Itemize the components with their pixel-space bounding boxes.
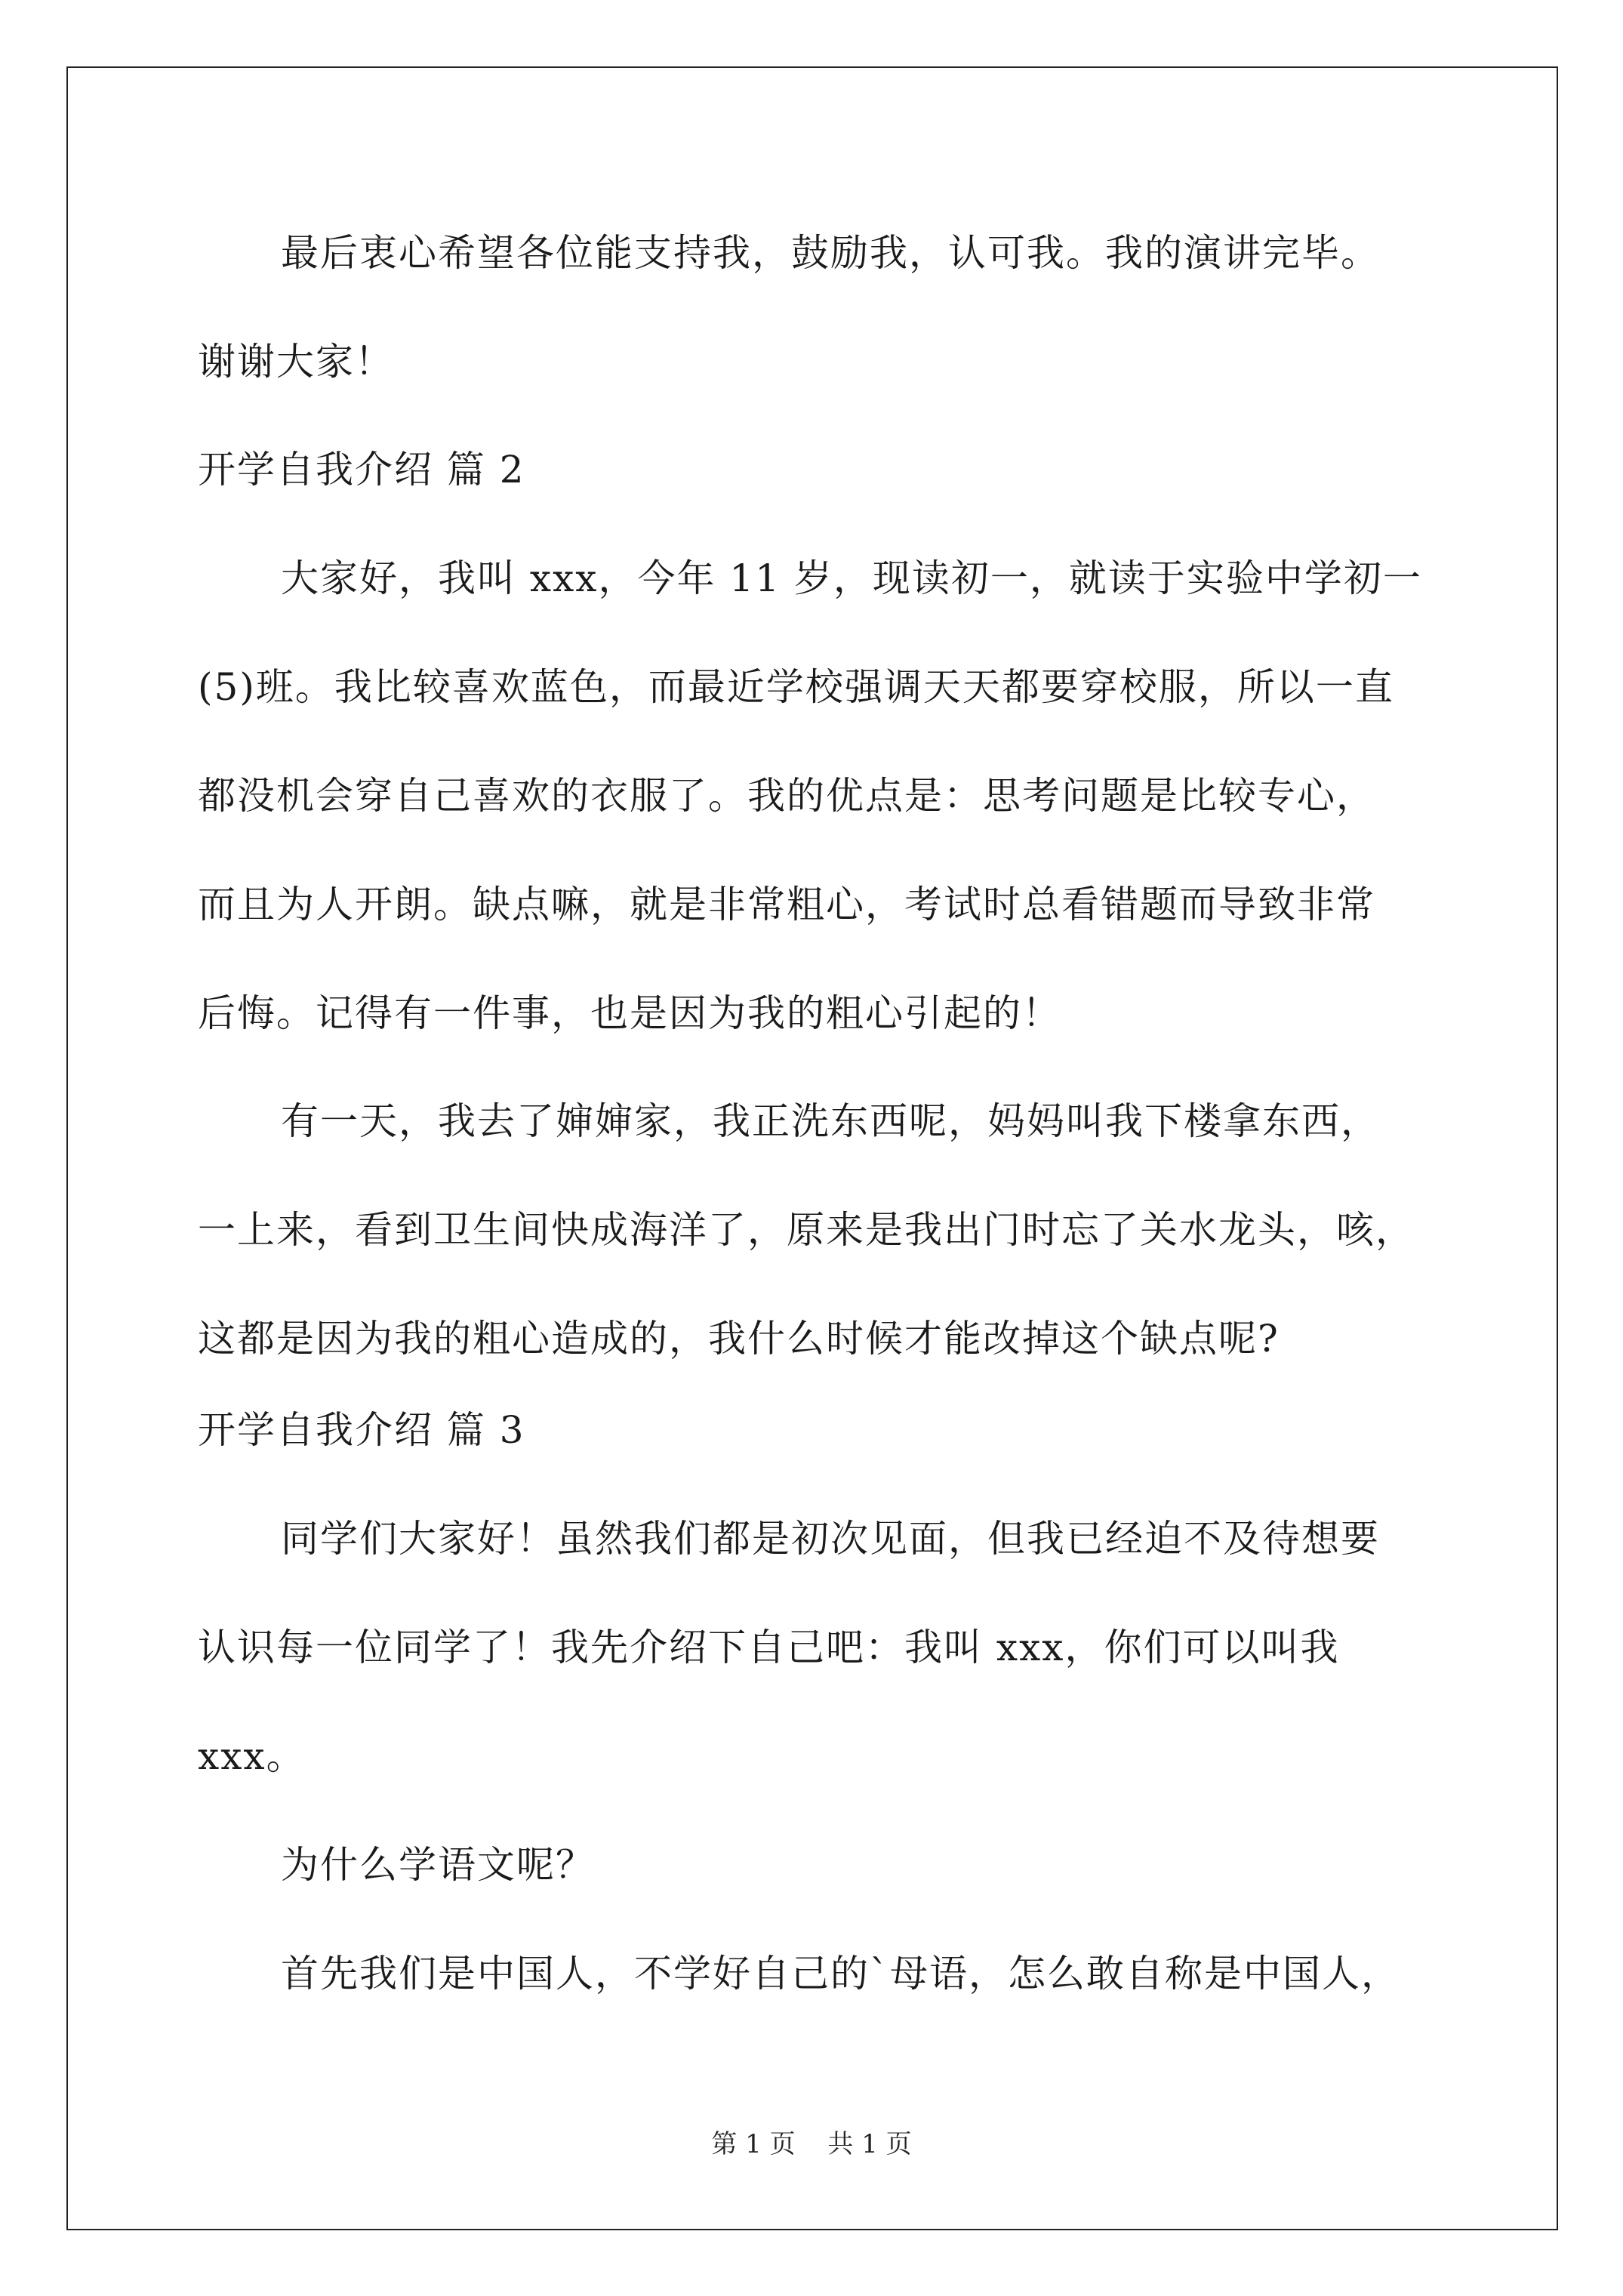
paragraph-line: 这都是因为我的粗心造成的，我什么时候才能改掉这个缺点呢? [198,1317,1280,1361]
paragraph-line: 而且为人开朗。缺点嘛，就是非常粗心，考试时总看错题而导致非常 [198,883,1375,926]
page-border [66,66,1558,2230]
paragraph-line: 认识每一位同学了！我先介绍下自己吧：我叫 xxx，你们可以叫我 [198,1626,1340,1669]
section-heading: 开学自我介绍 篇 2 [198,448,525,492]
section-heading: 开学自我介绍 篇 3 [198,1408,525,1452]
paragraph-line: 都没机会穿自己喜欢的衣服了。我的优点是：思考问题是比较专心， [198,774,1375,818]
paragraph-line: 为什么学语文呢？ [281,1843,595,1887]
paragraph-line: 同学们大家好！虽然我们都是初次见面，但我已经迫不及待想要 [281,1517,1380,1561]
paragraph-line: 谢谢大家！ [198,340,394,384]
page-footer [0,2129,1623,2159]
paragraph-line: 最后衷心希望各位能支持我，鼓励我，认可我。我的演讲完毕。 [281,231,1380,275]
paragraph-line: xxx。 [198,1734,306,1778]
paragraph-line: 首先我们是中国人，不学好自己的`母语，怎么敢自称是中国人， [281,1952,1400,1996]
paragraph-line: 一上来，看到卫生间快成海洋了，原来是我出门时忘了关水龙头，咳， [198,1208,1415,1252]
paragraph-line: (5)班。我比较喜欢蓝色，而最近学校强调天天都要穿校服，所以一直 [198,665,1394,709]
page-number: 第 1 页 [711,2129,796,2159]
paragraph-line: 后悔。记得有一件事，也是因为我的粗心引起的！ [198,991,1061,1035]
paragraph-line: 有一天，我去了婶婶家，我正洗东西呢，妈妈叫我下楼拿东西， [281,1099,1380,1143]
page-total: 共 1 页 [827,2129,912,2159]
paragraph-line: 大家好，我叫 xxx，今年 11 岁，现读初一，就读于实验中学初一 [281,556,1422,600]
